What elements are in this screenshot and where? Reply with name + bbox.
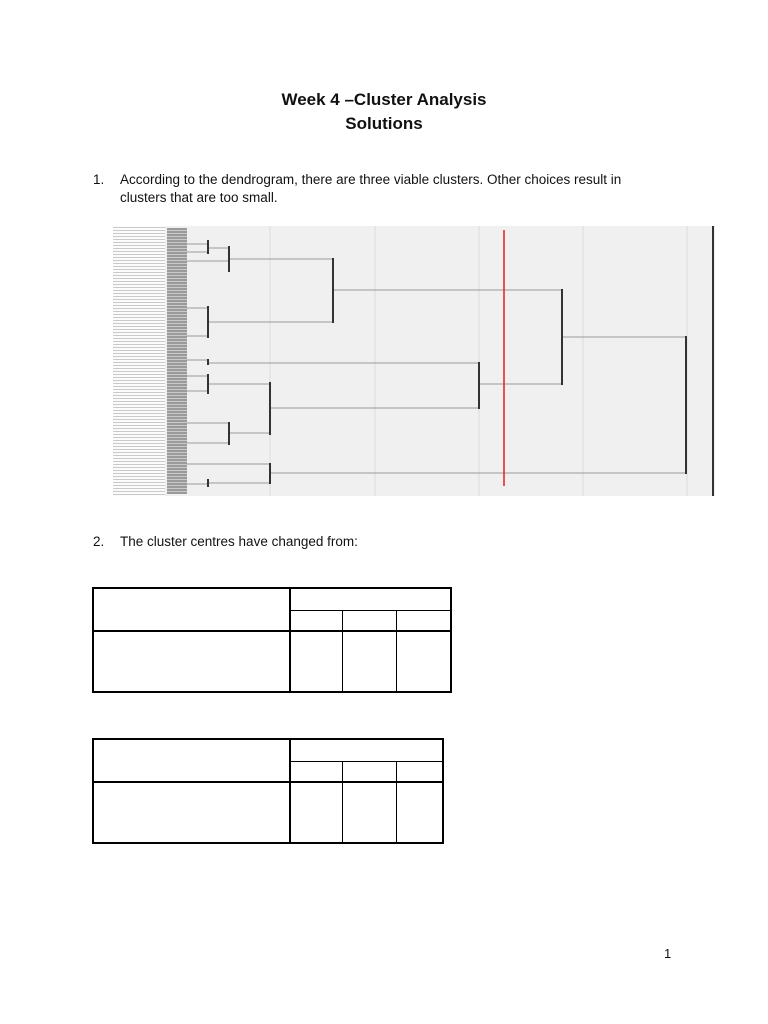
table-cell [397, 782, 444, 843]
table-header-cell [290, 739, 443, 761]
page-title: Week 4 –Cluster Analysis [281, 90, 487, 109]
question-1 [93, 171, 621, 207]
table-header-cell [397, 610, 452, 631]
table-header-cell [343, 610, 397, 631]
table-header-cell [290, 588, 451, 610]
table-header-cell [290, 610, 343, 631]
page-number: 1 [664, 946, 672, 961]
cluster-centres-table-final [92, 738, 444, 844]
question-2-text-line1: The cluster centres have changed from: [120, 534, 358, 549]
question-1-text-line2: clusters that are too small. [120, 190, 278, 205]
table-header-cell [93, 588, 290, 631]
table-cell [290, 782, 343, 843]
table-cell [343, 631, 397, 692]
table-header-cell [343, 761, 397, 782]
table-cell [290, 631, 343, 692]
question-2 [93, 533, 358, 551]
dendrogram-links [187, 244, 686, 484]
question-1-text-line1: According to the dendrogram, there are three viable clusters. Other choices result in [120, 172, 622, 187]
question-1-number: 1. [93, 172, 105, 187]
question-2-number: 2. [93, 534, 105, 549]
table-cell [397, 631, 452, 692]
dendrogram-image [113, 226, 715, 496]
table-header-cell [290, 761, 343, 782]
table-cell [343, 782, 397, 843]
dendrogram-joins [208, 226, 713, 496]
table-cell [93, 631, 290, 692]
table-cell [93, 782, 290, 843]
dendrogram-tree [113, 226, 715, 496]
page-subtitle: Solutions [345, 114, 423, 133]
cluster-centres-table-initial [92, 587, 452, 693]
table-header-cell [397, 761, 444, 782]
table-header-cell [93, 739, 290, 782]
